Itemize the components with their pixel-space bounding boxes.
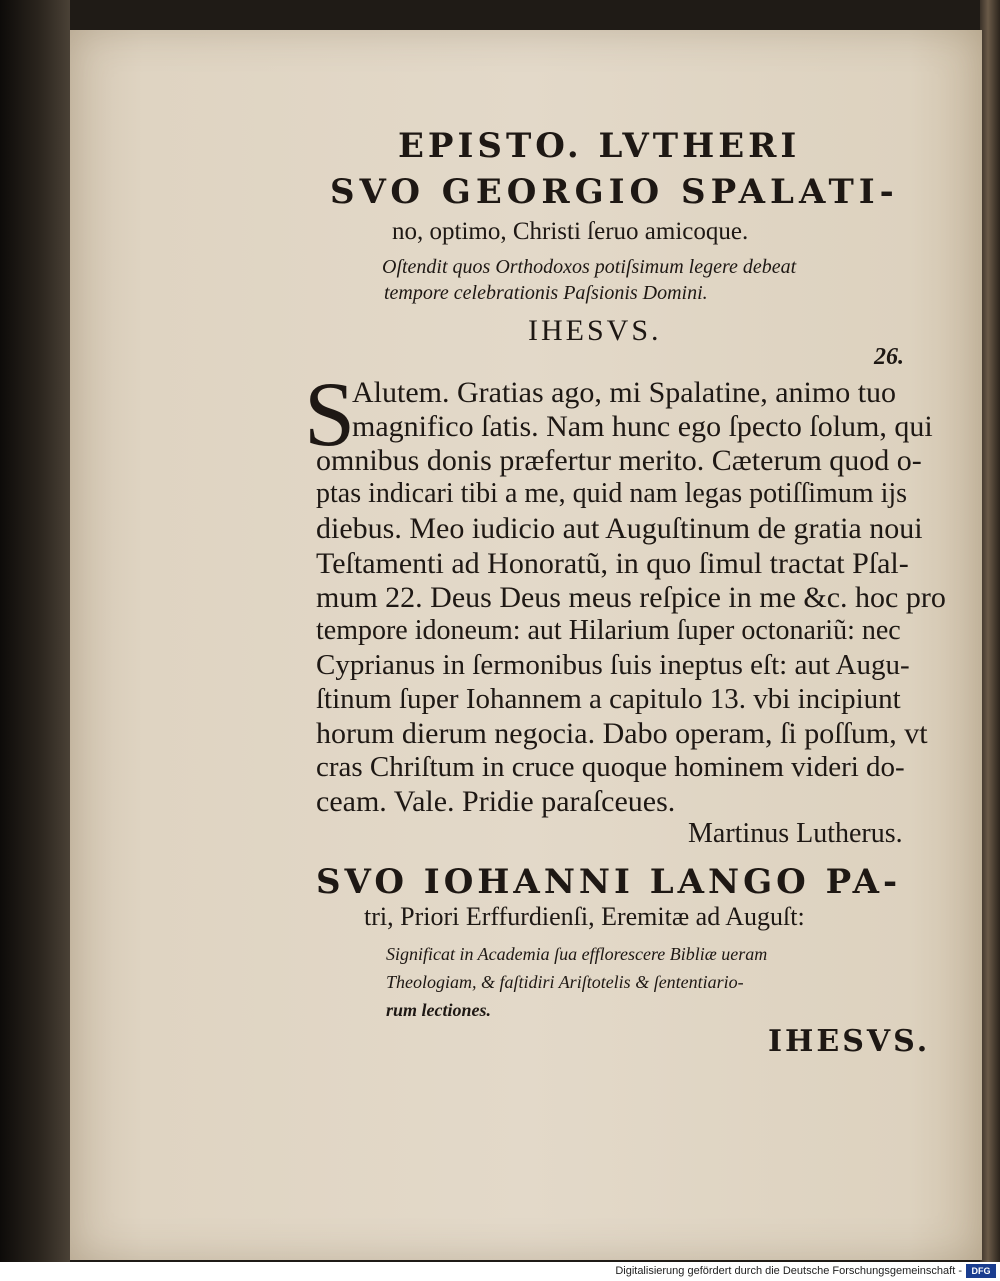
body-line-8: tempore idoneum: aut Hilarium ſuper octonariũ: nec	[316, 615, 901, 646]
book-binding-edge	[0, 0, 70, 1262]
funding-credit: Digitalisierung gefördert durch die Deutsche Forschungsgemeinschaft -	[615, 1265, 962, 1277]
body-line-12: cras Chriſtum in cruce quoque hominem videri do-	[316, 751, 905, 783]
invocation-ihesus-2: IHESVS.	[768, 1024, 931, 1059]
letter-heading-recipient-2: SVO IOHANNI LANGO PA-	[316, 862, 902, 902]
dfg-logo: DFG	[966, 1264, 996, 1278]
letter-heading-recipient: SVO GEORGIO SPALATI-	[330, 172, 899, 212]
body-line-1: Alutem. Gratias ago, mi Spalatine, animo tuo	[352, 376, 897, 409]
summary-line-1: Oſtendit quos Orthodoxos potiſsimum legere debeat	[382, 256, 797, 278]
letter-heading-title: EPISTO. LVTHERI	[398, 126, 801, 166]
invocation-ihesus: IHESVS.	[528, 314, 662, 347]
body-line-13: ceam. Vale. Pridie paraſceues.	[316, 785, 676, 818]
body-line-9: Cyprianus in ſermonibus ſuis ineptus eſt: aut Augu-	[316, 649, 910, 681]
drop-cap-initial: S	[304, 363, 356, 465]
letter-heading-continuation: no, optimo, Christi ſeruo amicoque.	[392, 218, 749, 245]
body-line-11: horum dierum negocia. Dabo operam, ſi poſſum, vt	[316, 717, 928, 750]
summary2-line-3: rum lectiones.	[386, 1000, 492, 1020]
summary2-line-2: Theologiam, & faſtidiri Ariſtotelis & ſententiario-	[386, 972, 744, 992]
body-line-6: Teſtamenti ad Honoratũ, in quo ſimul tractat Pſal-	[316, 547, 909, 580]
letter-heading-continuation-2: tri, Priori Erffurdienſi, Eremitæ ad Auguſt:	[364, 902, 805, 931]
body-line-10: ſtinum ſuper Iohannem a capitulo 13. vbi incipiunt	[316, 683, 901, 715]
summary2-line-1: Significat in Academia ſua efflorescere Bibliæ ueram	[386, 944, 768, 964]
body-line-7: mum 22. Deus Deus meus reſpice in me &c. hoc pro	[316, 581, 946, 614]
body-line-5: diebus. Meo iudicio aut Auguſtinum de gratia noui	[316, 512, 923, 545]
body-line-3: omnibus donis præfertur merito. Cæterum quod o-	[316, 444, 922, 477]
body-line-4: ptas indicari tibi a me, quid nam legas potiſſimum ijs	[316, 478, 908, 509]
signature: Martinus Lutherus.	[688, 818, 903, 849]
summary-line-2: tempore celebrationis Paſsionis Domini.	[384, 282, 708, 304]
body-line-2: magnifico ſatis. Nam hunc ego ſpecto ſolum, qui	[352, 410, 933, 443]
folio-number: 26.	[874, 344, 904, 370]
book-fore-edge	[980, 0, 1000, 1262]
